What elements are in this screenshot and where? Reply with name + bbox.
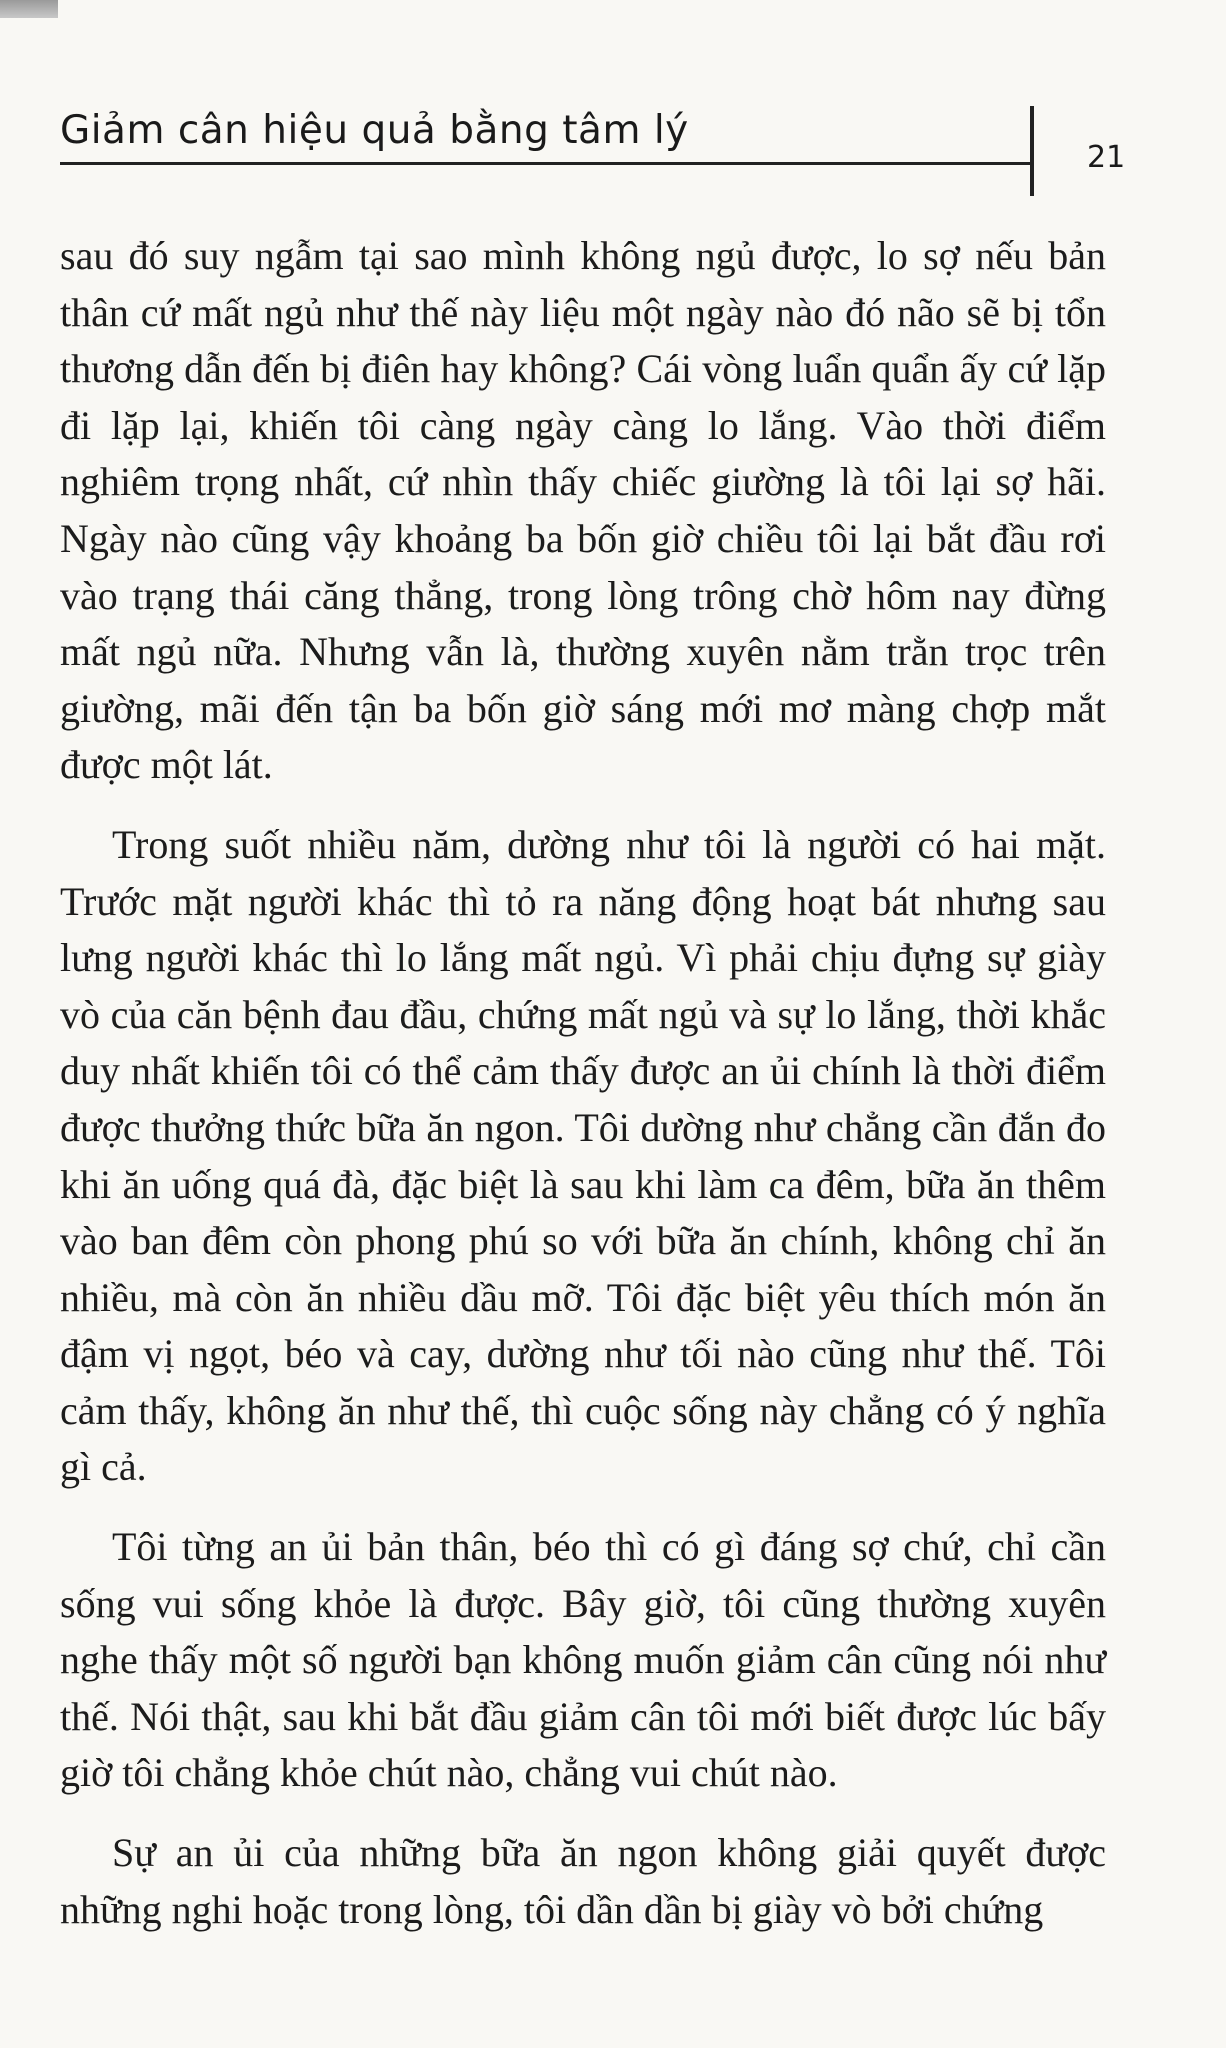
page-number: 21	[1087, 140, 1126, 175]
page-header	[60, 108, 1126, 200]
paragraph-2: Trong suốt nhiều năm, dường như tôi là người có hai mặt. Trước mặt người khác thì tỏ ra năng động hoạt bát nhưng sau lưng người khác thì lo lắng mất ngủ. Vì phải chịu đựng sự giày vò của căn bệnh đau đầu, chứng mất ngủ và sự lo lắng, thời khắc duy nhất khiến tôi có thể cảm thấy được an ủi chính là thời điểm được thưởng thức bữa ăn ngon. Tôi dường như chẳng cần đắn đo khi ăn uống quá đà, đặc biệt là sau khi làm ca đêm, bữa ăn thêm vào ban đêm còn phong phú so với bữa ăn chính, không chỉ ăn nhiều, mà còn ăn nhiều dầu mỡ. Tôi đặc biệt yêu thích món ăn đậm vị ngọt, béo và cay, dường như tối nào cũng như thế. Tôi cảm thấy, không ăn như thế, thì cuộc sống này chẳng có ý nghĩa gì cả.	[60, 821, 1106, 1490]
header-rule	[60, 162, 1030, 165]
running-title: Giảm cân hiệu quả bằng tâm lý	[60, 108, 689, 153]
paragraph-1: sau đó suy ngẫm tại sao mình không ngủ được, lo sợ nếu bản thân cứ mất ngủ như thế này liệu một ngày nào đó não sẽ bị tổn thương dẫn đến bị điên hay không? Cái vòng luẩn quẩn ấy cứ lặp đi lặp lại, khiến tôi càng ngày càng lo lắng. Vào thời điểm nghiêm trọng nhất, cứ nhìn thấy chiếc giường là tôi lại sợ hãi. Ngày nào cũng vậy khoảng ba bốn giờ chiều tôi lại bắt đầu rơi vào trạng thái căng thẳng, trong lòng trông chờ hôm nay đừng mất ngủ nữa. Nhưng vẫn là, thường xuyên nằm trằn trọc trên giường, mãi đến tận ba bốn giờ sáng mới mơ màng chợp mắt được một lát.	[60, 233, 1106, 788]
scan-corner-mark	[0, 0, 58, 18]
body-text	[60, 228, 1106, 1938]
paragraph-3: Tôi từng an ủi bản thân, béo thì có gì đáng sợ chứ, chỉ cần sống vui sống khỏe là được. Bây giờ, tôi cũng thường xuyên nghe thấy một số người bạn không muốn giảm cân cũng nói như thế. Nói thật, sau khi bắt đầu giảm cân tôi mới biết được lúc bấy giờ tôi chẳng khỏe chút nào, chẳng vui chút nào.	[60, 1524, 1106, 1796]
paragraph-4: Sự an ủi của những bữa ăn ngon không giải quyết được những nghi hoặc trong lòng, tôi dần dần bị giày vò bởi chứng	[60, 1830, 1106, 1932]
header-divider-bar	[1030, 106, 1034, 196]
